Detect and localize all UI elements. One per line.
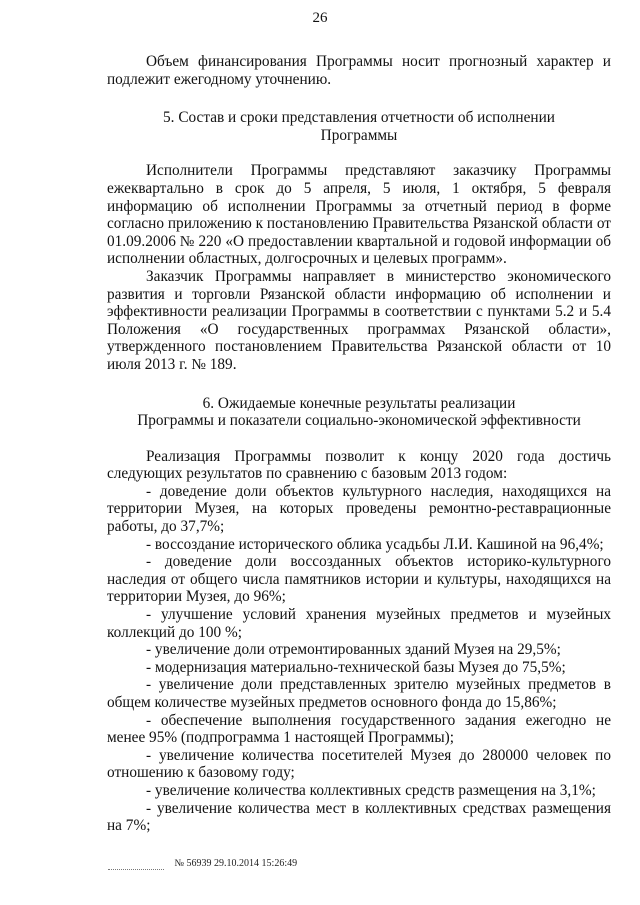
document-number: № 56939 [174, 857, 212, 869]
result-item: - воссоздание исторического облика усадьбы Л.И. Кашиной на 96,4%; [146, 535, 604, 553]
section-5-title-line-1: 5. Состав и сроки представления отчетности об исполнении [163, 109, 555, 127]
result-item: - обеспечение выполнения государственного задания ежегодно не менее 95% (подпрограмма 1 настоящей Программы); [107, 711, 611, 747]
section-6-title-line-1: 6. Ожидаемые конечные результаты реализации [202, 394, 516, 412]
document-body [107, 53, 611, 835]
section-5-title-line-2: Программы [320, 126, 398, 144]
result-item: - доведение доли воссозданных объектов историко-культурного наследия от общего числа памятников истории и культуры, находящихся на территории Музея, до 96%; [107, 553, 611, 606]
result-item: - модернизация материально-технической базы Музея до 75,5%; [146, 658, 566, 676]
document-footer [108, 857, 297, 870]
section-5-paragraph: Заказчик Программы направляет в министерство экономического развития и торговли Рязанской области информацию об исполнении и эффективности реализации Программы в соответствии с пунктами 5.2 и 5.4 Положения «О государственных программах Рязанской области», утвержденного постановлением Правительства Рязанской области от 10 июля 2013 г. № 189. [107, 267, 611, 373]
section-6-title-line-2: Программы и показатели социально-экономической эффективности [137, 412, 581, 430]
page-number: 26 [312, 10, 328, 26]
section-6-lead: Реализация Программы позволит к концу 2020 года достичь следующих результатов по сравнению с базовым 2013 годом: [107, 447, 611, 483]
result-item: - увеличение доли представленных зрителю музейных предметов в общем количестве музейных предметов основного фонда до 15,86%; [107, 676, 611, 711]
result-item: - увеличение доли отремонтированных зданий Музея на 29,5%; [146, 641, 561, 659]
result-item: - увеличение количества коллективных средств размещения на 3,1%; [146, 781, 596, 799]
result-item: - увеличение количества посетителей Музея до 280000 человек по отношению к базовому году; [107, 746, 611, 782]
document-timestamp: 29.10.2014 15:26:49 [214, 857, 298, 869]
result-item: - увеличение количества мест в коллективных средствах размещения на 7%; [107, 799, 611, 835]
result-item: - улучшение условий хранения музейных предметов и музейных коллекций до 100 %; [107, 606, 611, 641]
registration-stamp-icon [108, 857, 164, 870]
intro-paragraph: Объем финансирования Программы носит прогнозный характер и подлежит ежегодному уточнению. [107, 53, 611, 88]
section-5-paragraph: Исполнители Программы представляют заказчику Программы ежеквартально в срок до 5 апреля, 5 июля, 1 октября, 5 февраля информацию об исполнении Программы за отчетный период в форме согласно приложению к постановлению Правительства Рязанской области от 01.09.2006 № 220 «О предоставлении квартальной и годовой информации об исполнении областных, долгосрочных и целевых программ». [107, 162, 611, 268]
result-item: - доведение доли объектов культурного наследия, находящихся на территории Музея, на которых проведены ремонтно-реставрационные работы, до 37,7%; [107, 482, 611, 536]
